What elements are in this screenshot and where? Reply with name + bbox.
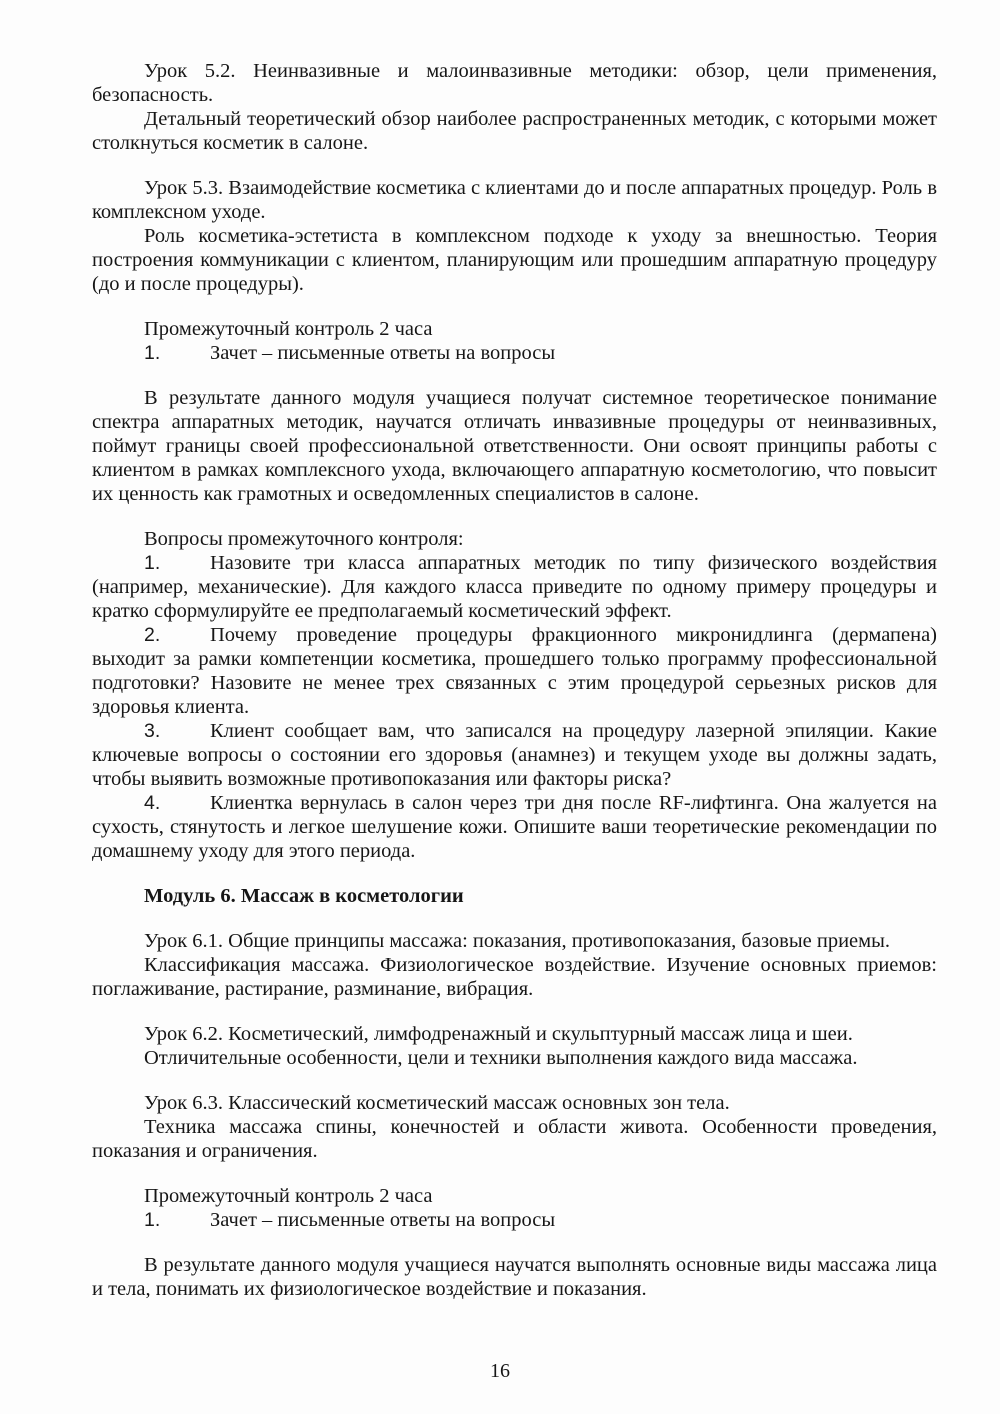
paragraph: Классификация массажа. Физиологическое воздействие. Изучение основных приемов: поглаживание, растирание, разминание, вибрация.	[92, 954, 937, 1000]
item-text: Зачет – письменные ответы на вопросы	[210, 342, 556, 364]
lesson-title-paragraph: Урок 5.3. Взаимодействие косметика с клиентами до и после аппаратных процедур. Роль в комплексном уходе.	[92, 177, 937, 223]
page-footer	[0, 1360, 1000, 1383]
item-number: 1.	[144, 552, 161, 574]
blank-line	[92, 1232, 937, 1253]
lesson-title-paragraph: Урок 5.2. Неинвазивные и малоинвазивные методики: обзор, цели применения, безопасность.	[92, 60, 937, 106]
blank-line	[92, 365, 937, 386]
module-outcome-paragraph: В результате данного модуля учащиеся получат системное теоретическое понимание спектра аппаратных методик, научатся отличать инвазивные процедуры от неинвазивных, поймут границы своей профессиональной ответственности. Они освоят принципы работы с клиентом в рамках комплексного ухода, включающего аппаратную косметологию, что повысит их ценность как грамотных и осведомленных специалистов в салоне.	[92, 387, 937, 505]
item-number: 3.	[144, 720, 161, 742]
numbered-item	[92, 1208, 937, 1232]
control-paragraph: Промежуточный контроль 2 часа	[144, 1185, 433, 1207]
item-number: 2.	[144, 624, 161, 646]
item-text: Клиентка вернулась в салон через три дня после RF-лифтинга. Она жалуется на сухость, стянутость и легкое шелушение кожи. Опишите ваши теоретические рекомендации по домашнему уходу для этого периода.	[92, 792, 937, 862]
numbered-item	[92, 623, 937, 719]
blank-line	[92, 1163, 937, 1184]
blank-line	[92, 863, 937, 884]
blank-line	[92, 1070, 937, 1091]
blank-line	[92, 908, 937, 929]
blank-line	[92, 296, 937, 317]
paragraph: Роль косметика-эстетиста в комплексном подходе к уходу за внешностью. Теория построения коммуникации с клиентом, планирующим или прошедшим аппаратную процедуру (до и после процедуры).	[92, 225, 937, 295]
blank-line	[92, 155, 937, 176]
item-number: 1.	[144, 1209, 161, 1231]
numbered-item	[92, 551, 937, 623]
page-number: 16	[490, 1360, 510, 1382]
lesson-title-paragraph: Урок 6.1. Общие принципы массажа: показания, противопоказания, базовые приемы.	[144, 930, 891, 952]
control-paragraph: Промежуточный контроль 2 часа	[144, 318, 433, 340]
numbered-item	[92, 791, 937, 863]
blank-line	[92, 1001, 937, 1022]
module-outcome-paragraph: В результате данного модуля учащиеся научатся выполнять основные виды массажа лица и тела, понимать их физиологическое воздействие и показания.	[92, 1254, 937, 1300]
numbered-item	[92, 719, 937, 791]
paragraph: Детальный теоретический обзор наиболее распространенных методик, с которыми может столкнуться косметик в салоне.	[92, 108, 937, 154]
item-text: Клиент сообщает вам, что записался на процедуру лазерной эпиляции. Какие ключевые вопросы о состоянии его здоровья (анамнез) и текущем уходе вы должны задать, чтобы выявить возможные противопоказания или факторы риска?	[92, 720, 937, 790]
numbered-item	[92, 341, 937, 365]
item-text: Зачет – письменные ответы на вопросы	[210, 1209, 556, 1231]
document-body	[92, 59, 937, 1301]
lesson-title-paragraph: Урок 6.3. Классический косметический массаж основных зон тела.	[144, 1092, 730, 1114]
item-text: Почему проведение процедуры фракционного микронидлинга (дермапена) выходит за рамки компетенции косметика, прошедшего только программу профессиональной подготовки? Назовите не менее трех связанных с этим процедурой серьезных рисков для здоровья клиента.	[92, 624, 937, 718]
lesson-title-paragraph: Урок 6.2. Косметический, лимфодренажный и скульптурный массаж лица и шеи.	[144, 1023, 853, 1045]
blank-line	[92, 506, 937, 527]
paragraph: Техника массажа спины, конечностей и области живота. Особенности проведения, показания и ограничения.	[92, 1116, 937, 1162]
module-heading: Модуль 6. Массаж в косметологии	[144, 885, 464, 907]
item-text: Назовите три класса аппаратных методик по типу физического воздействия (например, механические). Для каждого класса приведите по одному примеру процедуры и кратко сформулируйте ее предполагаемый косметический эффект.	[92, 552, 937, 622]
item-number: 4.	[144, 792, 161, 814]
paragraph: Отличительные особенности, цели и техники выполнения каждого вида массажа.	[144, 1047, 858, 1069]
questions-intro-paragraph: Вопросы промежуточного контроля:	[144, 528, 464, 550]
item-number: 1.	[144, 342, 161, 364]
